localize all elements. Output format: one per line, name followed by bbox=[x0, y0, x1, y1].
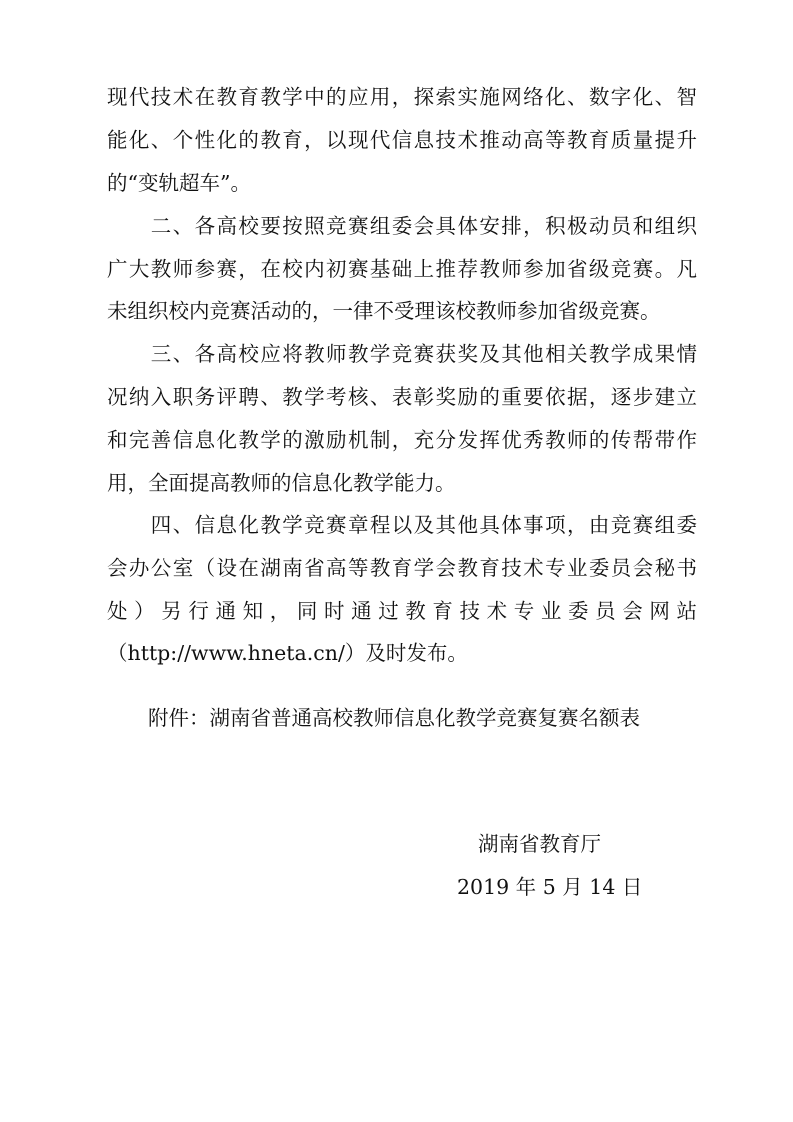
issue-date: 2019 年 5 月 14 日 bbox=[457, 875, 643, 899]
paragraph-2-line: 二、各高校要按照竞赛组委会具体安排，积极动员和组织 bbox=[107, 214, 697, 238]
body-line: 的“变轨超车”。 bbox=[107, 171, 251, 195]
attachment-note: 附件：湖南省普通高校教师信息化教学竞赛复赛名额表 bbox=[148, 706, 640, 730]
paragraph-3-line: 况纳入职务评聘、教学考核、表彰奖励的重要依据，逐步建立 bbox=[107, 385, 697, 409]
paragraph-4-line: （http://www.hneta.cn/）及时发布。 bbox=[107, 641, 468, 665]
paragraph-3-line: 用，全面提高教师的信息化教学能力。 bbox=[107, 471, 456, 495]
paragraph-4-line: 会办公室（设在湖南省高等教育学会教育技术专业委员会秘书 bbox=[107, 556, 697, 580]
paragraph-2-line: 广大教师参赛，在校内初赛基础上推荐教师参加省级竞赛。凡 bbox=[107, 257, 697, 281]
paragraph-3-line: 三、各高校应将教师教学竞赛获奖及其他相关教学成果情 bbox=[107, 342, 697, 366]
paragraph-4-line: 四、信息化教学竞赛章程以及其他具体事项，由竞赛组委 bbox=[107, 513, 697, 537]
body-line: 能化、个性化的教育，以现代信息技术推动高等教育质量提升 bbox=[107, 128, 697, 152]
paragraph-2-line: 未组织校内竞赛活动的，一律不受理该校教师参加省级竞赛。 bbox=[107, 299, 661, 323]
issuer-signature: 湖南省教育厅 bbox=[478, 832, 601, 856]
body-line: 现代技术在教育教学中的应用，探索实施网络化、数字化、智 bbox=[107, 85, 697, 109]
paragraph-3-line: 和完善信息化教学的激励机制，充分发挥优秀教师的传帮带作 bbox=[107, 428, 697, 452]
paragraph-4-line: 处）另行通知，同时通过教育技术专业委员会网站 bbox=[107, 599, 697, 623]
